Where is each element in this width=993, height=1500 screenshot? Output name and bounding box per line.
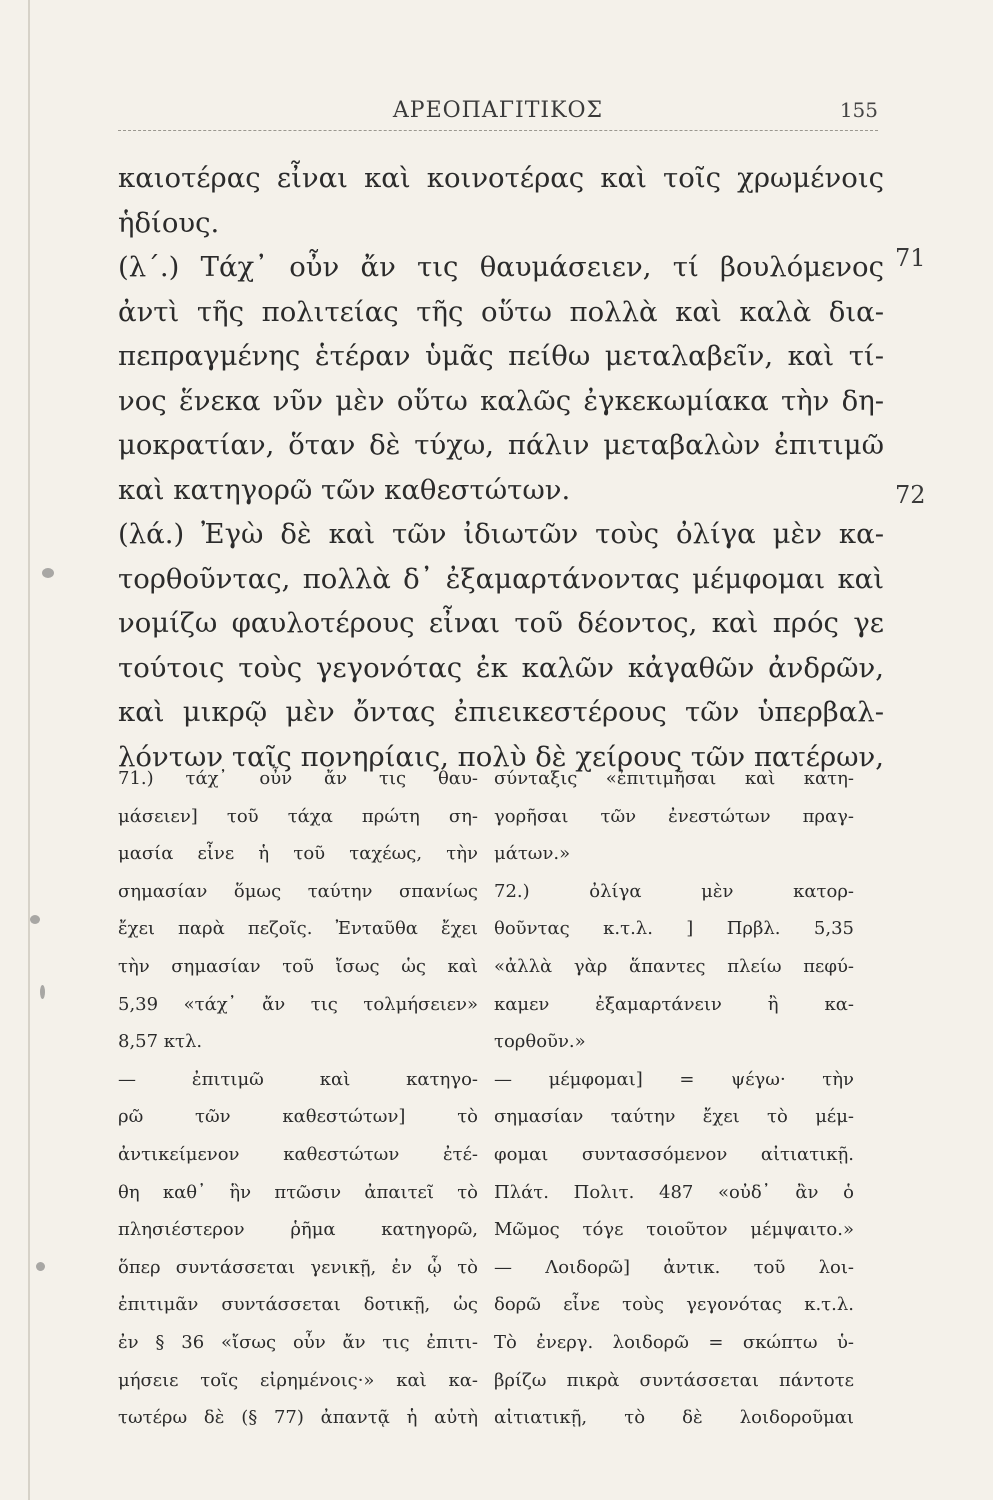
note-line: ὅπερ συντάσσεται γενικῇ, ἐν ᾧ τὸ <box>118 1256 478 1278</box>
note-line: σύνταξις «ἐπιτιμῆσαι καὶ κατη- <box>494 768 854 789</box>
margin-section-number: 71 <box>895 244 926 272</box>
main-text-line: μοκρατίαν, ὅταν δὲ τύχω, πάλιν μεταβαλὼν ἐπιτιμῶ <box>118 429 884 461</box>
main-text-line: καὶ μικρῷ μὲν ὄντας ἐπιεικεστέρους τῶν ὑπερβαλ- <box>118 696 884 728</box>
note-line: ἀντικείμενον καθεστώτων ἐτέ- <box>118 1143 478 1165</box>
note-line: μασία εἶνε ἡ τοῦ ταχέως, τὴν <box>118 843 478 865</box>
main-text-line: νος ἕνεκα νῦν μὲν οὕτω καλῶς ἐγκεκωμίακα τὴν δη- <box>118 384 884 417</box>
note-line: αἰτιατικῇ, τὸ δὲ λοιδοροῦμαι <box>494 1407 854 1429</box>
note-line: 71.) τάχ᾽ οὖν ἄν τις θαυ- <box>118 768 478 789</box>
note-line: ἐπιτιμᾶν συντάσσεται δοτικῇ, ὡς <box>118 1294 478 1316</box>
note-line: σημασίαν ὅμως ταύτην σπανίως <box>118 880 478 902</box>
ink-blot <box>42 568 54 578</box>
ink-blot <box>40 985 45 999</box>
note-line: μάσειεν] τοῦ τάχα πρώτη ση- <box>118 805 478 827</box>
note-line: βρίζω πικρὰ συντάσσεται πάντοτε <box>494 1369 854 1391</box>
main-text-line: τούτοις τοὺς γεγονότας ἐκ καλῶν κἀγαθῶν ἀνδρῶν, <box>118 651 884 684</box>
note-line: Πλάτ. Πολιτ. 487 «οὐδ᾽ ἂν ὁ <box>494 1181 854 1203</box>
note-line: «ἀλλὰ γὰρ ἅπαντες πλείω πεφύ- <box>494 955 854 977</box>
note-line: ἐν § 36 «ἴσως οὖν ἄν τις ἐπιτι- <box>118 1331 478 1353</box>
note-line: σημασίαν ταύτην ἔχει τὸ μέμ- <box>494 1106 854 1128</box>
note-line: Μῶμος τόγε τοιοῦτον μέμψαιτο.» <box>494 1219 854 1241</box>
note-line: θη καθ᾽ ἣν πτῶσιν ἀπαιτεῖ τὸ <box>118 1181 478 1203</box>
main-text-line: πεπραγμένης ἑτέραν ὑμᾶς πείθω μεταλαβεῖν, καὶ τί- <box>118 340 884 372</box>
page-number: 155 <box>839 98 878 122</box>
notes-right-column <box>494 760 854 1437</box>
note-line: μήσειε τοῖς εἰρημένοις·» καὶ κα- <box>118 1369 478 1391</box>
main-text-line: ἀντὶ τῆς πολιτείας τῆς οὕτω πολλὰ καὶ καλὰ δια- <box>118 295 884 328</box>
running-title: ΑΡΕΟΠΑΓΙΤΙΚΟΣ <box>392 98 604 123</box>
margin-section-number: 72 <box>895 481 926 509</box>
note-line: πλησιέστερον ῥῆμα κατηγορῶ, <box>118 1219 478 1241</box>
main-text-line: λόντων ταῖς πονηρίαις, πολὺ δὲ χείρους τῶν πατέρων, <box>118 740 884 773</box>
note-line: 72.) ὀλίγα μὲν κατορ- <box>494 880 854 902</box>
note-line: — μέμφομαι] = ψέγω· τὴν <box>494 1068 854 1090</box>
main-text-line: ἡδίους. <box>118 206 220 239</box>
ink-blot <box>30 915 40 924</box>
main-text-line: τορθοῦντας, πολλὰ δ᾽ ἐξαμαρτάνοντας μέμφομαι καὶ <box>118 562 884 595</box>
main-text-line: καὶ κατηγορῶ τῶν καθεστώτων. <box>118 473 571 506</box>
note-line: — Λοιδορῶ] ἀντικ. τοῦ λοι- <box>494 1256 854 1278</box>
header-rule <box>118 130 878 131</box>
note-line: μάτων.» <box>494 843 571 865</box>
main-text-line: νομίζω φαυλοτέρους εἶναι τοῦ δέοντος, καὶ πρός γε <box>118 607 884 639</box>
note-line: τωτέρω δὲ (§ 77) ἀπαντᾷ ἡ αὐτὴ <box>118 1407 478 1429</box>
note-line: φομαι συντασσόμενον αἰτιατικῇ. <box>494 1143 854 1165</box>
page-header <box>118 96 878 132</box>
note-line: — ἐπιτιμῶ καὶ κατηγο- <box>118 1068 478 1090</box>
note-line: ρῶ τῶν καθεστώτων] τὸ <box>118 1106 478 1128</box>
main-text-line: (λ΄.) Τάχ᾽ οὖν ἄν τις θαυμάσειεν, τί βουλόμενος <box>118 251 884 283</box>
note-line: γορῆσαι τῶν ἐνεστώτων πραγ- <box>494 805 854 827</box>
note-line: καμεν ἐξαμαρτάνειν ἢ κα- <box>494 993 854 1015</box>
main-text-block <box>118 156 884 779</box>
note-line: δορῶ εἶνε τοὺς γεγονότας κ.τ.λ. <box>494 1294 854 1316</box>
main-text-line: καιοτέρας εἶναι καὶ κοινοτέρας καὶ τοῖς χρωμένοις <box>118 162 884 194</box>
notes-left-column <box>118 760 478 1437</box>
page-binding-edge <box>28 0 30 1500</box>
note-line: 5,39 «τάχ᾽ ἄν τις τολμήσειεν» <box>118 993 478 1015</box>
note-line: θοῦντας κ.τ.λ. ] Πρβλ. 5,35 <box>494 918 854 940</box>
note-line: 8,57 κτλ. <box>118 1031 203 1053</box>
note-line: τορθοῦν.» <box>494 1031 586 1053</box>
note-line: ἔχει παρὰ πεζοῖς. Ἐνταῦθα ἔχει <box>118 918 478 940</box>
commentary-notes <box>118 760 878 1429</box>
note-line: τὴν σημασίαν τοῦ ἴσως ὡς καὶ <box>118 955 478 977</box>
main-text-line: (λά.) Ἐγὼ δὲ καὶ τῶν ἰδιωτῶν τοὺς ὀλίγα μὲν κα- <box>118 518 884 550</box>
ink-blot <box>36 1262 45 1271</box>
note-line: Τὸ ἐνεργ. λοιδορῶ = σκώπτω ὑ- <box>494 1331 854 1353</box>
